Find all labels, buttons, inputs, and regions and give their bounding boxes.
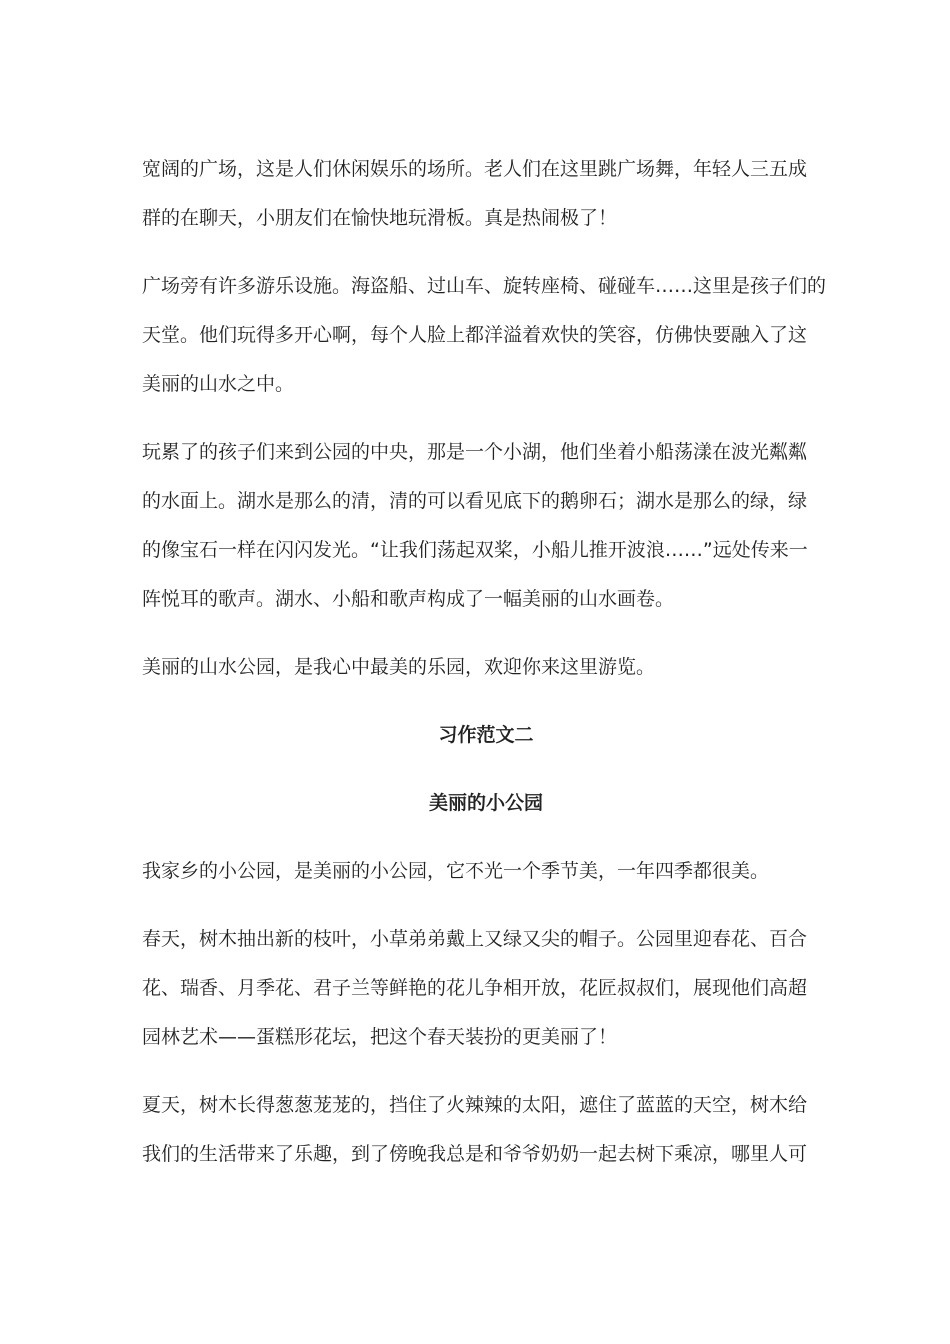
section-heading: 习作范文二 [438,724,534,746]
paragraph-square: 宽阔的广场，这是人们休闲娱乐的场所。老人们在这里跳广场舞，年轻人三五成 群的在聊天，小朋友们在愉快地玩滑板。真是热闹极了！ [142,158,808,229]
document-body [142,145,830,1179]
paragraph-spring: 春天，树木抽出新的枝叶，小草弟弟戴上又绿又尖的帽子。公园里迎春花、百合 花、瑞香、月季花、君子兰等鲜艳的花儿争相开放，花匠叔叔们，展现他们高超 园林艺术——蛋糕形花坛，把这个春天装扮的更美丽了！ [142,928,808,1048]
paragraph-amusement-rides: 广场旁有许多游乐设施。海盗船、过山车、旋转座椅、碰碰车……这里是孩子们的 天堂。他们玩得多开心啊，每个人脸上都洋溢着欢快的笑容，仿佛快要融入了这 美丽的山水之中。 [142,275,827,395]
paragraph-summer: 夏天，树木长得葱葱茏茏的，挡住了火辣辣的太阳，遮住了蓝蓝的天空，树木给 我们的生活带来了乐趣，到了傍晚我总是和爷爷奶奶一起去树下乘凉，哪里人可 [142,1094,808,1165]
paragraph-conclusion: 美丽的山水公园，是我心中最美的乐园，欢迎你来这里游览。 [142,656,656,678]
paragraph-intro: 我家乡的小公园，是美丽的小公园，它不光一个季节美，一年四季都很美。 [142,860,770,882]
essay-title: 美丽的小公园 [428,792,543,814]
paragraph-lake: 玩累了的孩子们来到公园的中央，那是一个小湖，他们坐着小船荡漾在波光粼粼 的水面上。湖水是那么的清，清的可以看见底下的鹅卵石；湖水是那么的绿，绿 的像宝石一样在闪闪发光。“让我们荡起双桨，小船儿推开波浪……”远处传来一 阵悦耳的歌声。湖水、小船和歌声构成了一幅美丽的山水画卷。 [142,441,808,610]
